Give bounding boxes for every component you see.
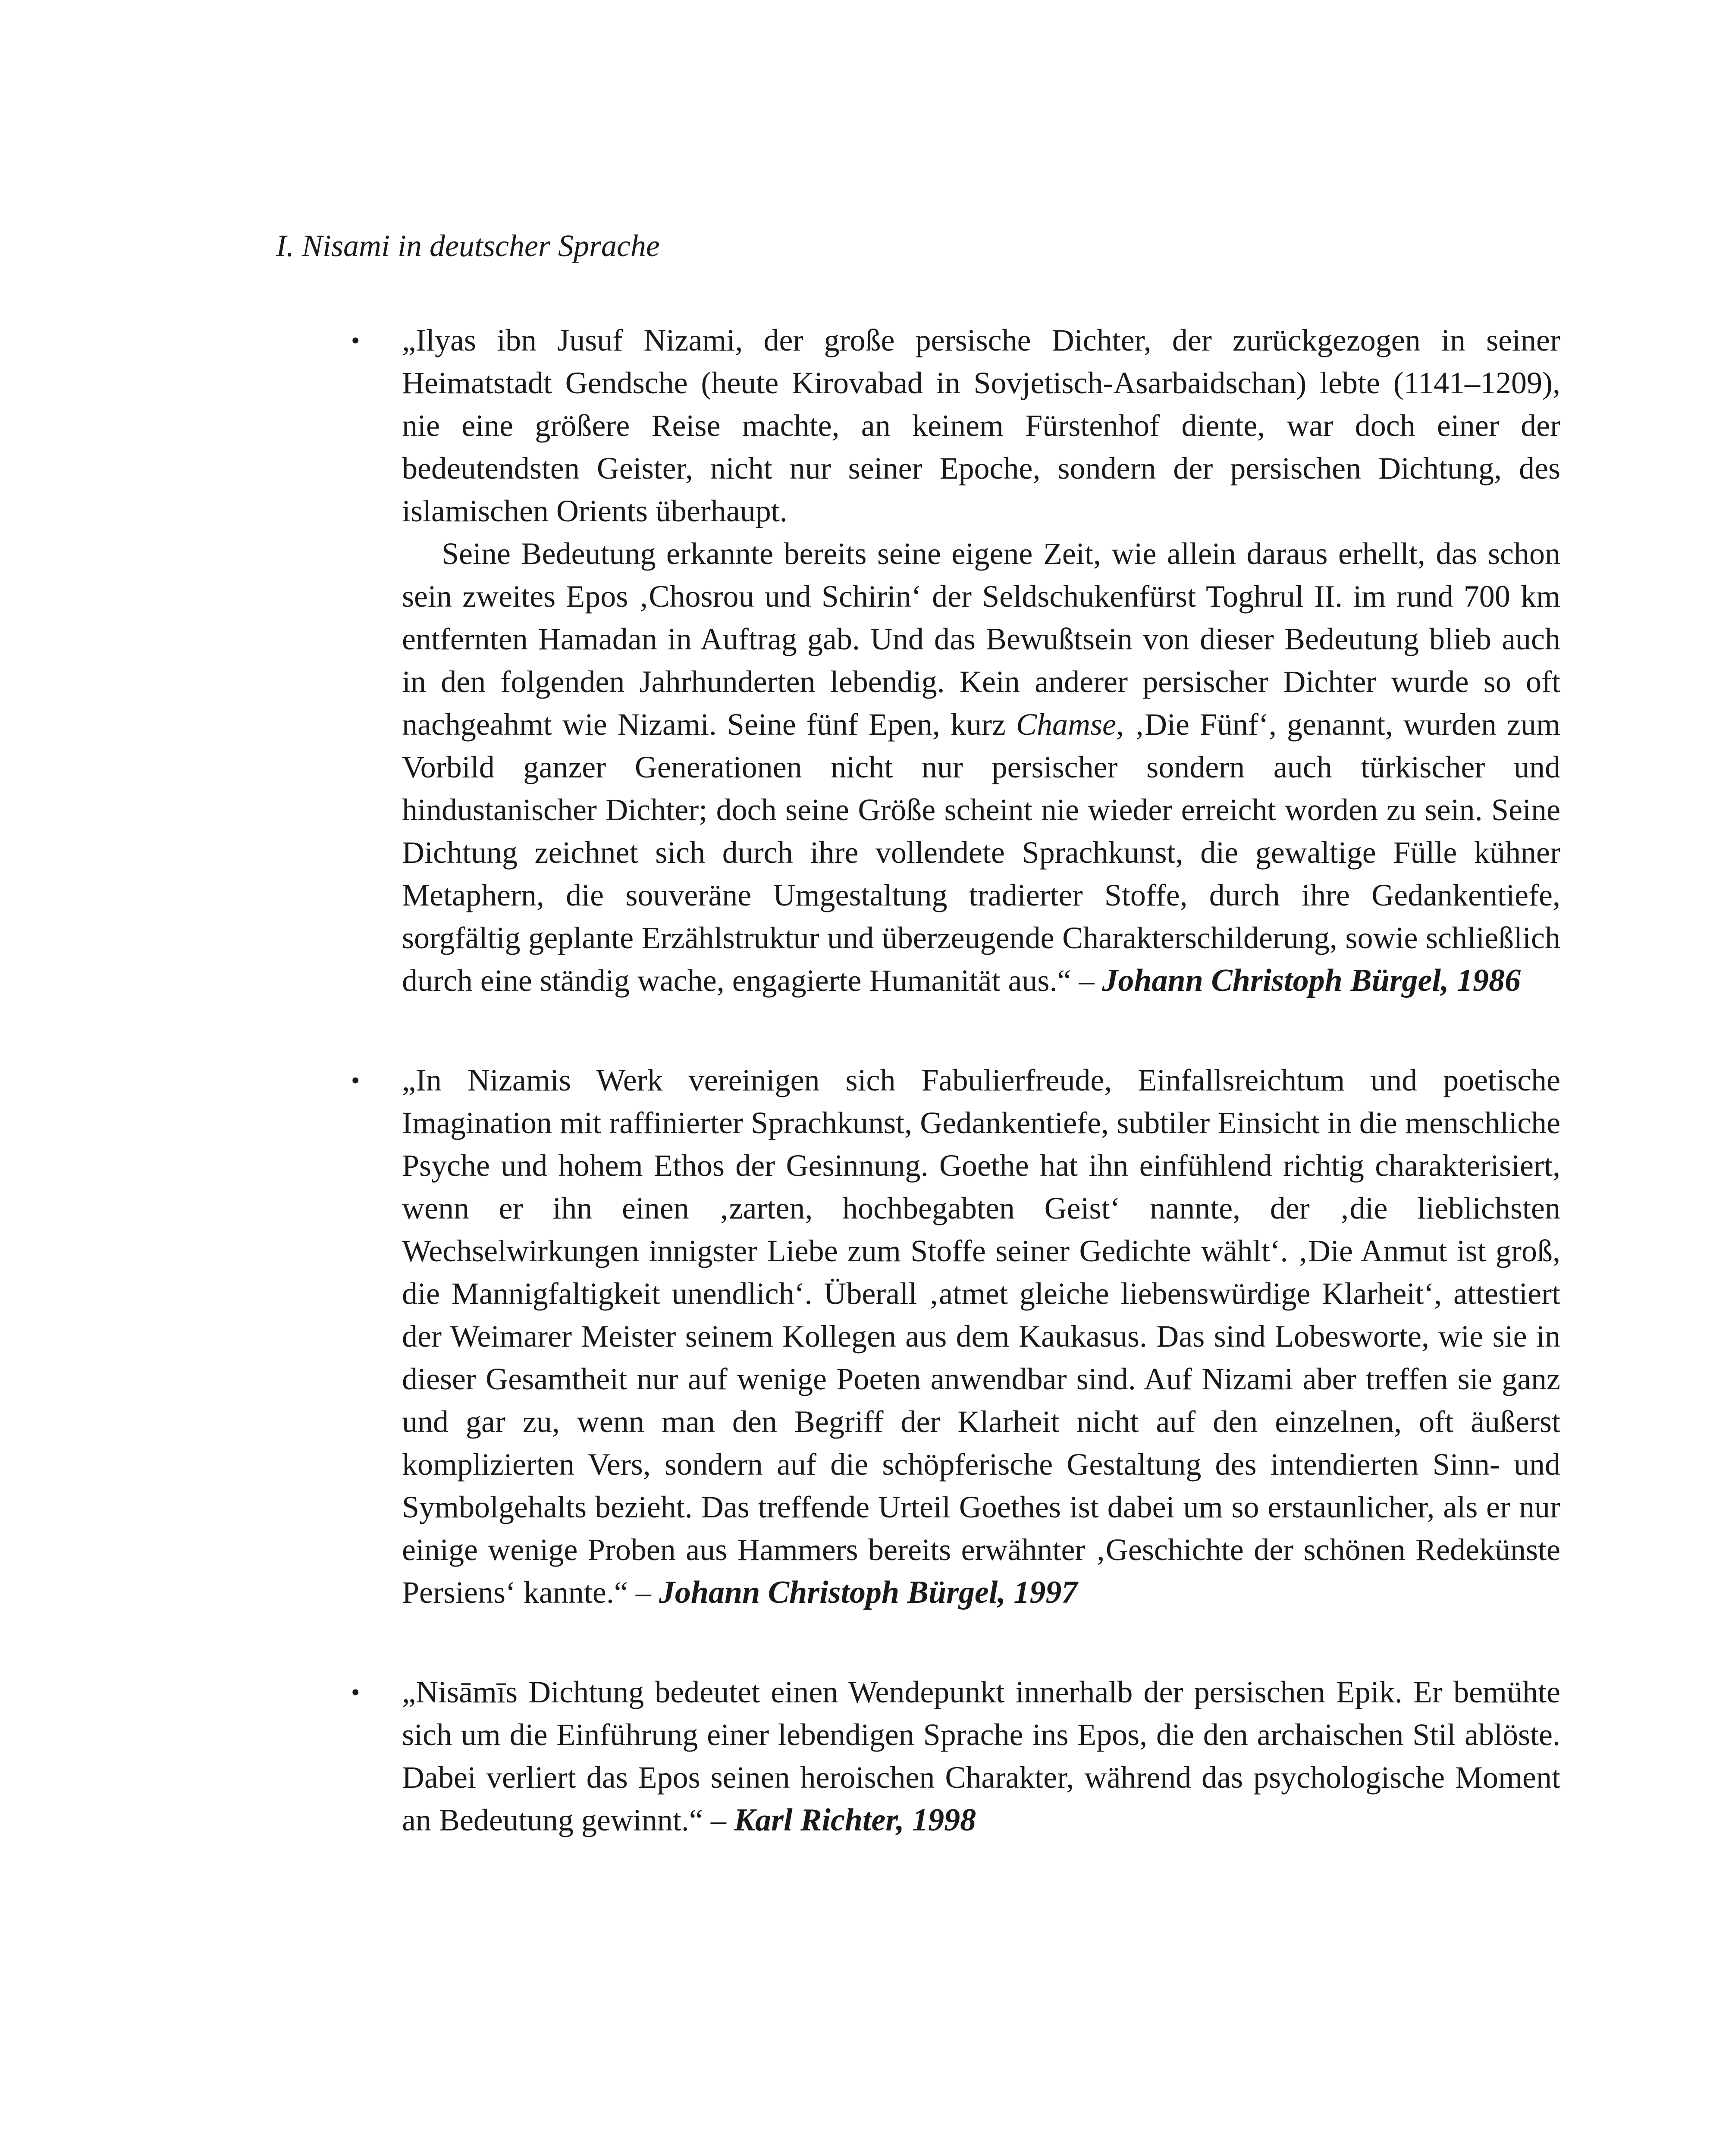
quote-paragraph: „Ilyas ibn Jusuf Nizami, der große persische Dichter, der zurückgezogen in seiner Heimatstadt Gendsche (heute Kirovabad in Sovjetisch-Asarbaidschan) lebte (1141–1209), nie eine größere Reise machte, an keinem Fürstenhof diente, war doch einer der bedeutendsten Geister, nicht nur seiner Epoche, sondern der persischen Dichtung, des islamischen Orients überhaupt. <box>402 323 1560 528</box>
quote-attribution: Johann Christoph Bürgel, 1986 <box>1102 963 1521 998</box>
bullet-icon: • <box>351 1066 360 1094</box>
quote-paragraph <box>402 1059 1560 1614</box>
bullet-icon: • <box>351 326 360 354</box>
quote-attribution: Karl Richter, 1998 <box>734 1802 976 1838</box>
quote-item <box>351 1059 1560 1614</box>
quote-text: „Nisāmīs Dichtung bedeutet einen Wendepunkt innerhalb der persischen Epik. Er bemühte sich um die Einführung einer lebendigen Sprache ins Epos, die den archaischen Stil ablöste. Dabei verliert das Epos seinen heroischen Charakter, während das psychologische Moment an Bedeutung gewinnt.“ – <box>402 1675 1560 1837</box>
quote-text: „In Nizamis Werk vereinigen sich Fabulierfreude, Einfallsreichtum und poetische Imagination mit raffinierter Sprachkunst, Gedankentiefe, subtiler Einsicht in die menschliche Psyche und hohem Ethos der Gesinnung. Goethe hat ihn einfühlend richtig charakterisiert, wenn er ihn einen ‚zarten, hochbegabten Geist‘ nannte, der ‚die lieblichsten Wechselwirkungen innigster Liebe zum Stoffe seiner Gedichte wählt‘. ‚Die Anmut ist groß, die Mannigfaltigkeit unendlich‘. Überall ‚atmet gleiche liebenswürdige Klarheit‘, attestiert der Weimarer Meister seinem Kollegen aus dem Kaukasus. Das sind Lobesworte, wie sie in dieser Gesamtheit nur auf wenige Poeten anwendbar sind. Auf Nizami aber treffen sie ganz und gar zu, wenn man den Begriff der Klarheit nicht auf den einzelnen, oft äußerst komplizierten Vers, sondern auf die schöpferische Gestaltung des intendierten Sinn- und Symbolgehalts bezieht. Das treffende Urteil Goethes ist dabei um so erstaunlicher, als er nur einige wenige Proben aus Hammers bereits erwähnter ‚Geschichte der schönen Redekünste Persiens‘ kannte.“ – <box>402 1063 1560 1610</box>
quote-text: , ‚Die Fünf‘, genannt, wurden zum Vorbild ganzer Generationen nicht nur persischer sondern auch türkischer und hindustanischer Dichter; doch seine Größe scheint nie wieder erreicht worden zu sein. Seine Dichtung zeichnet sich durch ihre vollendete Sprachkunst, die gewaltige Fülle kühner Metaphern, die souveräne Umgestaltung tradierter Stoffe, durch ihre Gedankentiefe, sorgfältig geplante Erzählstruktur und überzeugende Charakterschilderung, sowie schließlich durch eine ständig wache, engagierte Humanität aus.“ – <box>402 707 1560 998</box>
bullet-icon: • <box>351 1678 360 1706</box>
quote-paragraph <box>402 1671 1560 1842</box>
quote-item <box>351 1671 1560 1842</box>
work-title: Chamse <box>1016 707 1116 742</box>
quote-paragraph <box>402 533 1560 1002</box>
quote-text: Seine Bedeutung erkannte bereits seine eigene Zeit, wie allein daraus erhellt, das schon sein zweites Epos ‚Chosrou und Schirin‘ der Seldschukenfürst Toghrul II. im rund 700 km entfernten Hamadan in Auftrag gab. Und das Bewußtsein von dieser Bedeutung blieb auch in den folgenden Jahrhunderten lebendig. Kein anderer persischer Dichter wurde so oft nachgeahmt wie Nizami. Seine fünf Epen, kurz <box>402 536 1560 742</box>
quote-list <box>351 319 1560 1899</box>
quote-item <box>351 319 1560 1002</box>
running-head: I. Nisami in deutscher Sprache <box>276 229 660 263</box>
quote-attribution: Johann Christoph Bürgel, 1997 <box>659 1575 1078 1610</box>
